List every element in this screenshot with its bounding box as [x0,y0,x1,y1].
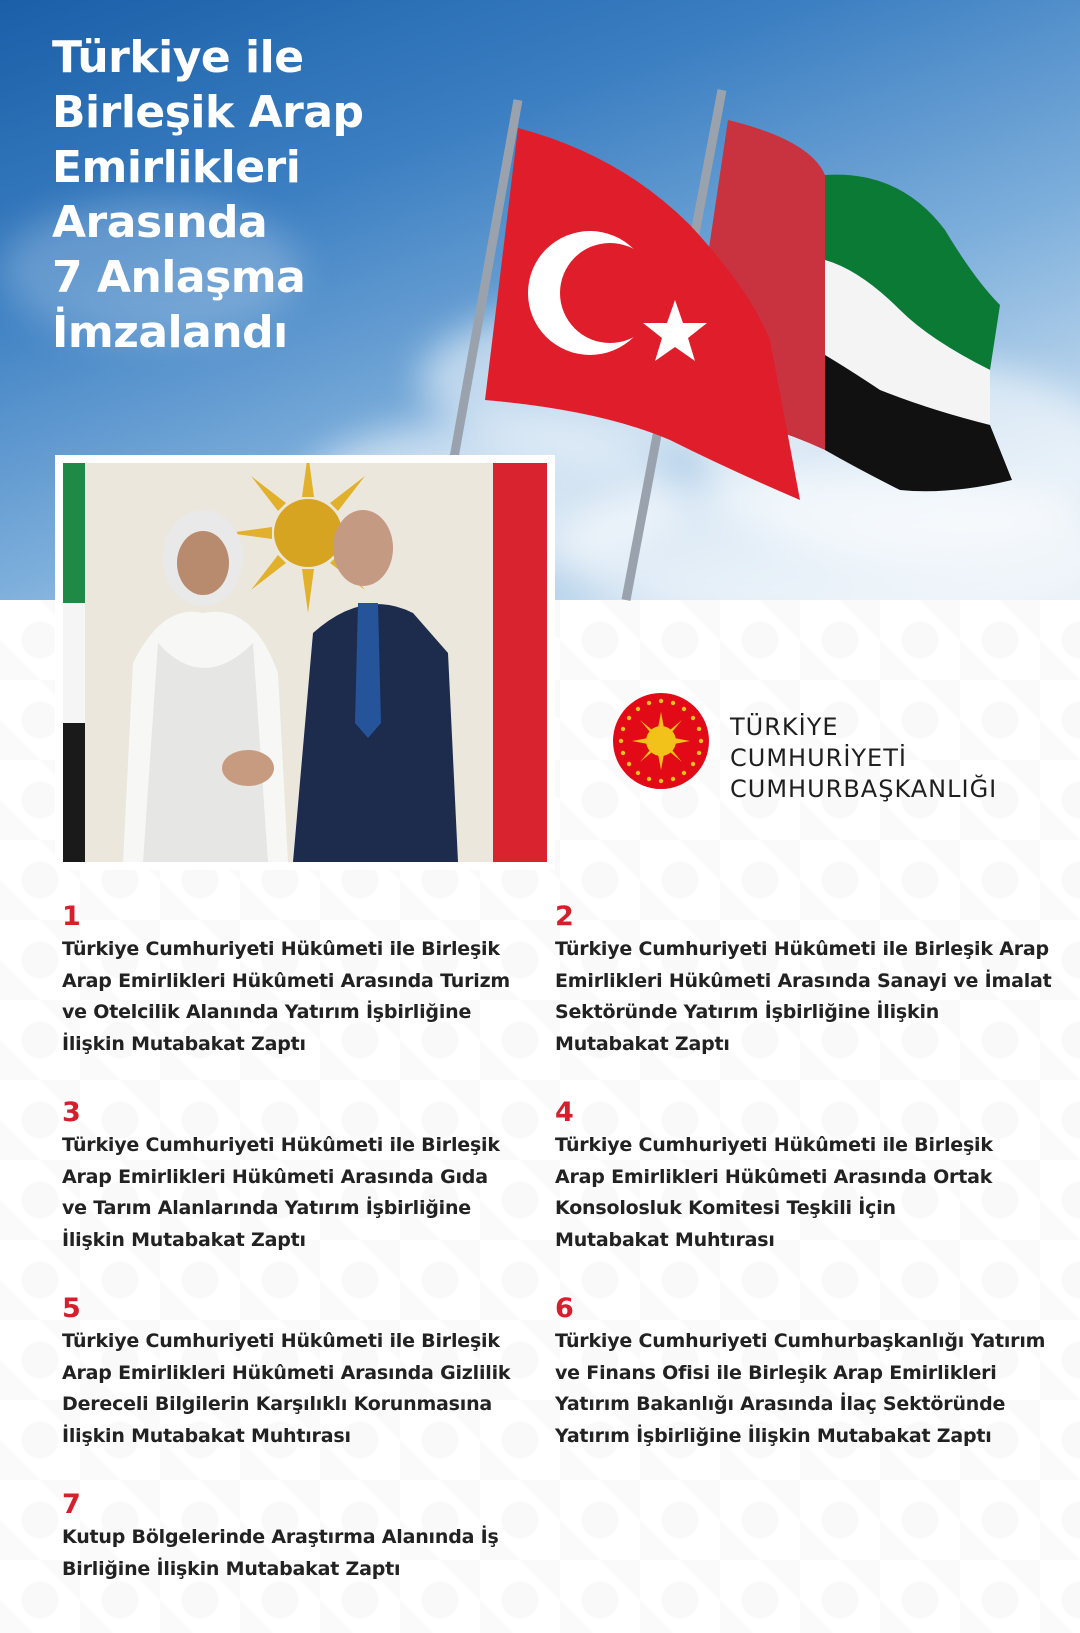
presidency-name [730,712,1012,805]
agreement-item-7 [62,1488,512,1585]
agreement-number: 7 [62,1489,81,1520]
page-title [52,30,482,360]
agreement-text: Türkiye Cumhuriyeti Hükûmeti ile Birleşik Arap Emirlikleri Hükûmeti Arasında Gıda ve Tarım Alanlarında Yatırım İşbirliğine İlişkin Mutabakat Zaptı [62,1134,500,1251]
agreement-number: 6 [555,1293,574,1324]
agreement-text: Kutup Bölgelerinde Araştırma Alanında İş Birliğine İlişkin Mutabakat Zaptı [62,1526,499,1580]
presidency-logo [612,692,1012,803]
title-line: Birleşik Arap [52,87,364,138]
title-line: Arasında [52,197,268,248]
agreement-number: 1 [62,901,81,932]
agreement-text: Türkiye Cumhuriyeti Hükûmeti ile Birleşik Arap Emirlikleri Hükûmeti Arasında Sanayi ve İmalat Sektöründe Yatırım İşbirliğine İlişkin Mutabakat Zaptı [555,938,1052,1055]
agreement-number: 2 [555,901,574,932]
photo-frame [55,455,555,870]
agreement-text: Türkiye Cumhuriyeti Hükûmeti ile Birleşik Arap Emirlikleri Hükûmeti Arasında Gizlilik Dereceli Bilgilerin Karşılıklı Korunmasına İlişkin Mutabakat Muhtırası [62,1330,511,1447]
agreement-item-4 [555,1096,1005,1256]
agreement-text: Türkiye Cumhuriyeti Hükûmeti ile Birleşik Arap Emirlikleri Hükûmeti Arasında Turizm ve Otelcilik Alanında Yatırım İşbirliğine İlişkin Mutabakat Zaptı [62,938,511,1055]
agreement-item-6 [555,1292,1055,1452]
logo-line-2: CUMHURBAŞKANLIĞI [730,775,998,803]
agreement-text: Türkiye Cumhuriyeti Cumhurbaşkanlığı Yatırım ve Finans Ofisi ile Birleşik Arap Emirlikleri Yatırım Bakanlığı Arasında İlaç Sektöründe Yatırım İşbirliğine İlişkin Mutabakat Zaptı [555,1330,1046,1447]
agreement-item-5 [62,1292,512,1452]
agreement-number: 5 [62,1293,81,1324]
logo-line-1: TÜRKİYE CUMHURİYETİ [730,713,907,772]
title-line: 7 Anlaşma [52,252,306,303]
leaders-handshake-photo [63,463,547,862]
agreement-item-2 [555,900,1055,1060]
agreement-number: 3 [62,1097,81,1128]
agreement-text: Türkiye Cumhuriyeti Hükûmeti ile Birleşik Arap Emirlikleri Hükûmeti Arasında Ortak Konsolosluk Komitesi Teşkili İçin Mutabakat Muhtırası [555,1134,993,1251]
title-line: İmzalandı [52,307,288,358]
agreement-item-1 [62,900,512,1060]
presidential-seal-icon [612,692,710,790]
title-line: Türkiye ile [52,32,304,83]
agreement-item-3 [62,1096,512,1256]
agreement-number: 4 [555,1097,574,1128]
title-line: Emirlikleri [52,142,301,193]
